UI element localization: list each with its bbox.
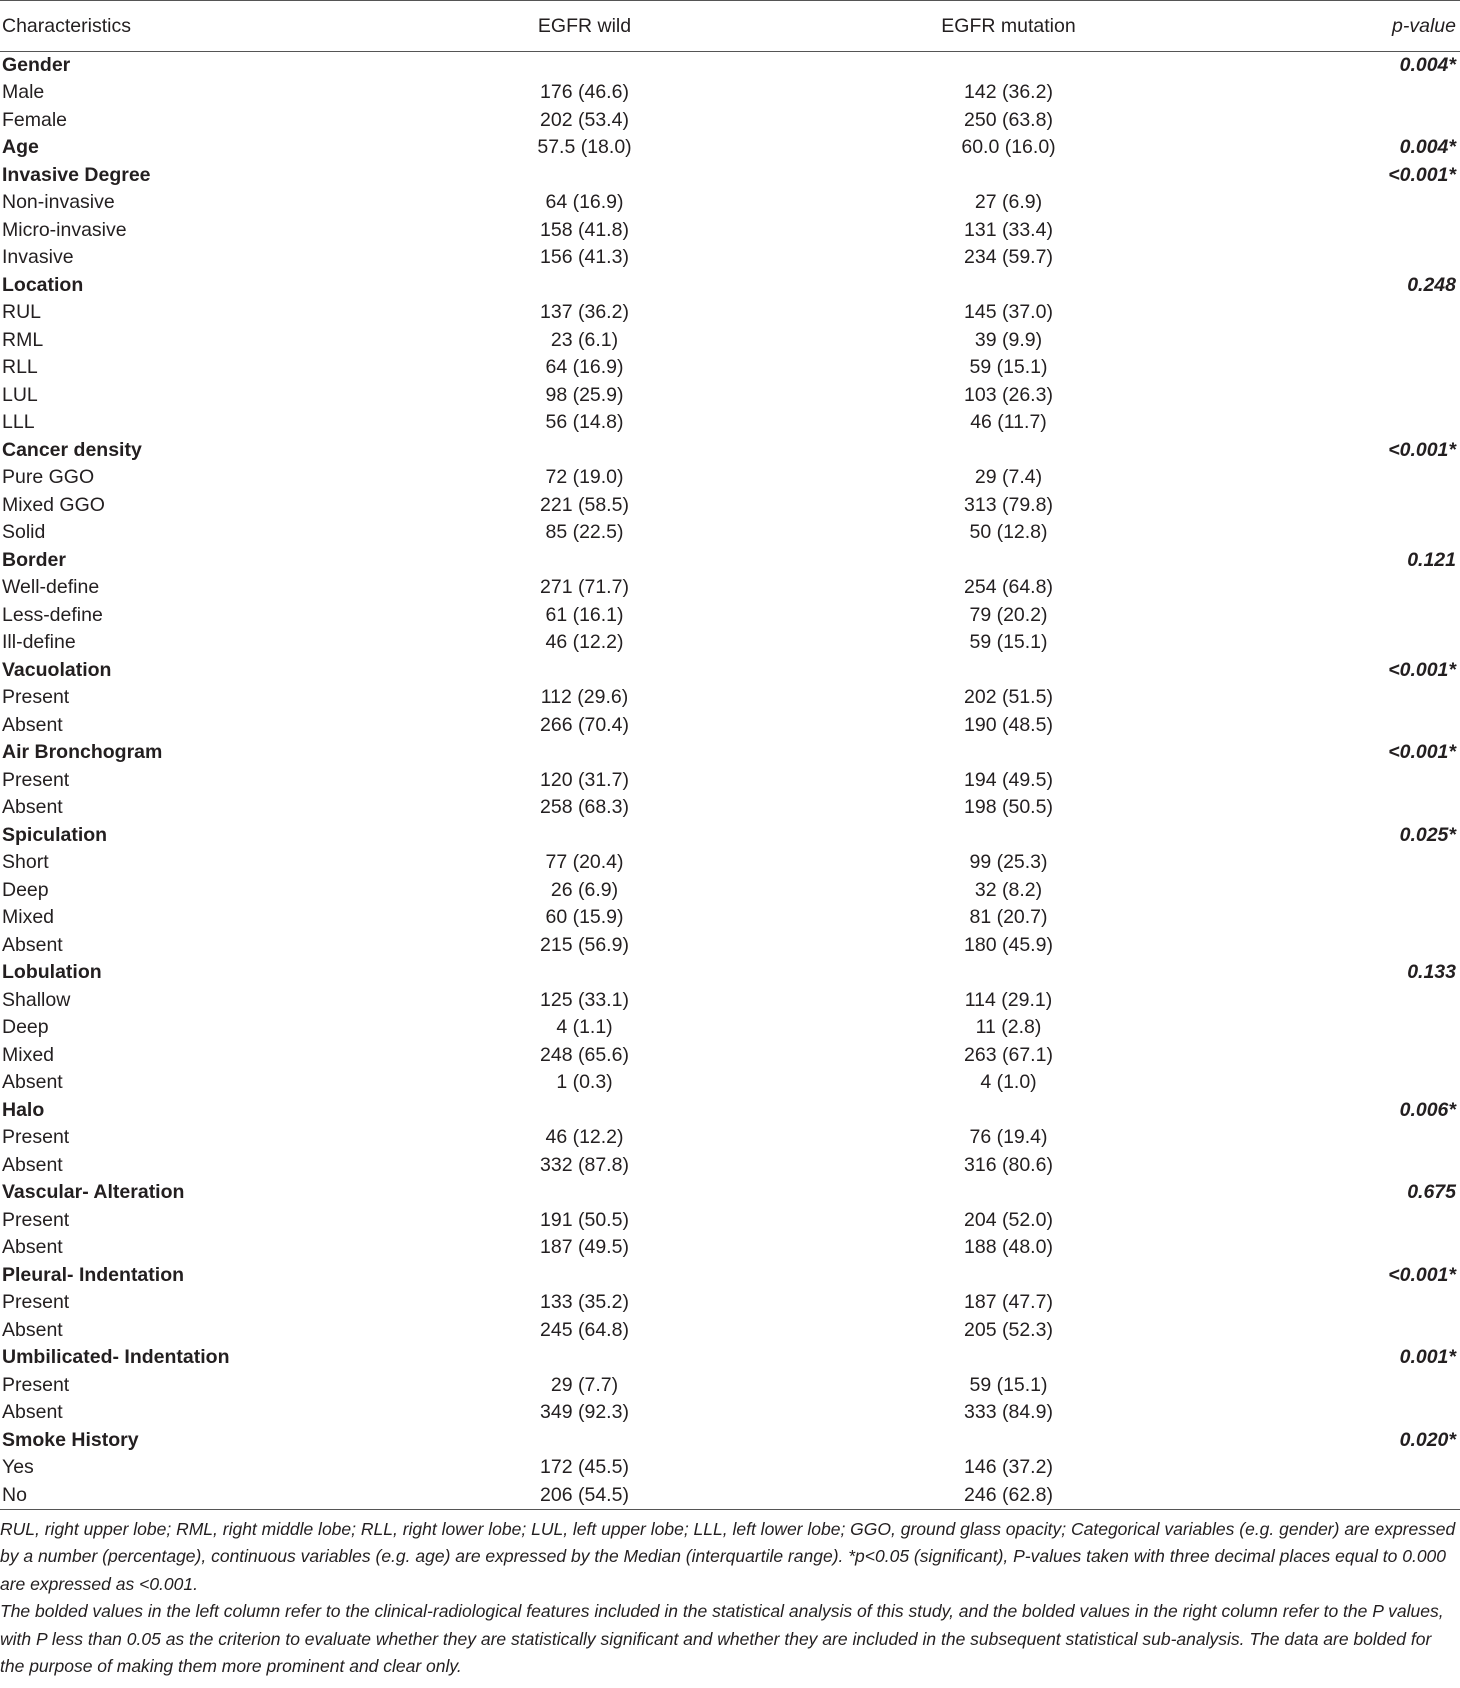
egfr-wild-cell	[372, 1262, 797, 1290]
p-value-cell	[1220, 1207, 1460, 1235]
p-value-cell: 0.004*	[1399, 136, 1456, 159]
p-value-cell	[1220, 602, 1460, 630]
p-value-cell: 0.001*	[1399, 1346, 1456, 1369]
row-label: Absent	[2, 1071, 63, 1094]
egfr-mutation-cell	[797, 547, 1220, 575]
egfr-wild-cell	[372, 162, 797, 190]
table-row	[0, 354, 1460, 382]
table-row	[0, 409, 1460, 437]
p-value-cell	[1220, 932, 1460, 960]
table-row	[0, 382, 1460, 410]
egfr-mutation-cell: 146 (37.2)	[964, 1456, 1053, 1479]
p-value-cell	[1220, 1399, 1460, 1427]
egfr-mutation-cell	[797, 822, 1220, 850]
egfr-mutation-cell: 11 (2.8)	[975, 1016, 1042, 1039]
egfr-mutation-cell: 190 (48.5)	[964, 713, 1053, 736]
p-value-cell	[1220, 1152, 1460, 1180]
row-label: Spiculation	[2, 823, 108, 846]
table-row	[0, 987, 1460, 1015]
table-row	[0, 1234, 1460, 1262]
row-label: Present	[2, 1373, 70, 1396]
egfr-mutation-cell: 103 (26.3)	[964, 383, 1053, 406]
p-value-cell	[1220, 519, 1460, 547]
table-row	[0, 492, 1460, 520]
egfr-mutation-cell: 194 (49.5)	[964, 768, 1053, 791]
table-row	[0, 629, 1460, 657]
row-label: Pure GGO	[2, 466, 95, 489]
p-value-cell	[1220, 382, 1460, 410]
egfr-mutation-cell	[797, 739, 1220, 767]
egfr-wild-cell: 57.5 (18.0)	[537, 136, 632, 159]
p-value-cell	[1220, 1069, 1460, 1097]
p-value-cell	[1220, 849, 1460, 877]
p-value-cell	[1220, 244, 1460, 272]
egfr-mutation-cell: 180 (45.9)	[964, 933, 1053, 956]
row-label: Lobulation	[2, 961, 102, 984]
egfr-wild-cell: 187 (49.5)	[540, 1236, 629, 1259]
category-row	[0, 739, 1460, 767]
egfr-wild-cell	[372, 272, 797, 300]
p-value-cell	[1220, 409, 1460, 437]
header-p-value: p-value	[1392, 15, 1456, 37]
p-value-cell: 0.006*	[1399, 1098, 1456, 1121]
row-label: Absent	[2, 713, 63, 736]
row-label: No	[2, 1483, 27, 1506]
p-value-cell	[1220, 1014, 1460, 1042]
row-label: Present	[2, 686, 70, 709]
row-label: Micro-invasive	[2, 218, 127, 241]
category-row	[0, 134, 1460, 162]
table-row	[0, 1042, 1460, 1070]
p-value-cell	[1220, 299, 1460, 327]
egfr-wild-cell: 332 (87.8)	[540, 1153, 629, 1176]
table-body	[0, 52, 1460, 1510]
egfr-wild-cell: 98 (25.9)	[545, 383, 624, 406]
egfr-mutation-cell: 46 (11.7)	[970, 411, 1047, 434]
row-label: Present	[2, 1208, 70, 1231]
egfr-wild-cell: 1 (0.3)	[556, 1071, 613, 1094]
egfr-mutation-cell	[797, 1097, 1220, 1125]
row-label: Absent	[2, 1236, 63, 1259]
row-label: Mixed GGO	[2, 493, 105, 516]
table-row	[0, 327, 1460, 355]
row-label: Age	[2, 136, 39, 159]
row-label: Absent	[2, 1318, 63, 1341]
category-row	[0, 437, 1460, 465]
table-row	[0, 1069, 1460, 1097]
p-value-cell	[1220, 1042, 1460, 1070]
p-value-cell: <0.001*	[1388, 1263, 1456, 1286]
egfr-mutation-cell: 114 (29.1)	[964, 988, 1053, 1011]
table-row	[0, 1454, 1460, 1482]
p-value-cell	[1220, 327, 1460, 355]
row-label: Short	[2, 851, 49, 874]
egfr-mutation-cell	[797, 1427, 1220, 1455]
category-row	[0, 1427, 1460, 1455]
egfr-mutation-cell: 131 (33.4)	[964, 218, 1053, 241]
egfr-wild-cell: 4 (1.1)	[556, 1016, 613, 1039]
egfr-mutation-cell	[797, 959, 1220, 987]
table-row	[0, 1289, 1460, 1317]
table-row	[0, 904, 1460, 932]
egfr-wild-cell: 176 (46.6)	[540, 81, 629, 104]
row-label: Absent	[2, 1401, 63, 1424]
row-label: Halo	[2, 1098, 45, 1121]
egfr-mutation-cell: 32 (8.2)	[974, 878, 1043, 901]
egfr-mutation-cell: 205 (52.3)	[964, 1318, 1053, 1341]
egfr-wild-cell: 202 (53.4)	[540, 108, 629, 131]
egfr-wild-cell	[372, 1179, 797, 1207]
egfr-wild-cell: 29 (7.7)	[550, 1373, 619, 1396]
p-value-cell: <0.001*	[1388, 163, 1456, 186]
egfr-wild-cell: 61 (16.1)	[545, 603, 624, 626]
row-label: Solid	[2, 521, 46, 544]
p-value-cell: 0.133	[1407, 961, 1456, 984]
p-value-cell: 0.004*	[1399, 54, 1456, 76]
egfr-wild-cell: 46 (12.2)	[545, 1126, 624, 1149]
row-label: Invasive Degree	[2, 163, 151, 186]
row-label: Shallow	[2, 988, 71, 1011]
egfr-mutation-cell: 254 (64.8)	[964, 576, 1053, 599]
egfr-mutation-cell: 263 (67.1)	[964, 1043, 1053, 1066]
row-label: Female	[2, 108, 68, 131]
p-value-cell	[1220, 1372, 1460, 1400]
table-row	[0, 1207, 1460, 1235]
p-value-cell: 0.248	[1407, 273, 1456, 296]
egfr-wild-cell: 206 (54.5)	[540, 1483, 629, 1506]
egfr-wild-cell: 133 (35.2)	[540, 1291, 629, 1314]
row-label: Yes	[2, 1456, 34, 1479]
table-row	[0, 574, 1460, 602]
p-value-cell	[1220, 712, 1460, 740]
egfr-wild-cell: 191 (50.5)	[540, 1208, 629, 1231]
row-label: Absent	[2, 933, 63, 956]
table-row	[0, 877, 1460, 905]
egfr-mutation-cell	[797, 52, 1220, 80]
category-row	[0, 52, 1460, 80]
egfr-wild-cell: 221 (58.5)	[540, 493, 629, 516]
table-row	[0, 1124, 1460, 1152]
egfr-wild-cell: 172 (45.5)	[540, 1456, 629, 1479]
p-value-cell	[1220, 987, 1460, 1015]
table-row	[0, 849, 1460, 877]
category-row	[0, 547, 1460, 575]
table-footnotes	[0, 1510, 1460, 1681]
egfr-wild-cell: 46 (12.2)	[545, 631, 624, 654]
egfr-mutation-cell: 39 (9.9)	[974, 328, 1043, 351]
p-value-cell: 0.020*	[1399, 1428, 1456, 1451]
egfr-wild-cell: 266 (70.4)	[540, 713, 629, 736]
egfr-mutation-cell: 27 (6.9)	[974, 191, 1043, 214]
egfr-mutation-cell: 4 (1.0)	[980, 1071, 1037, 1094]
p-value-cell	[1220, 79, 1460, 107]
p-value-cell	[1220, 189, 1460, 217]
row-label: Absent	[2, 1153, 63, 1176]
row-label: Vacuolation	[2, 658, 112, 681]
row-label: LUL	[2, 383, 38, 406]
category-row	[0, 1344, 1460, 1372]
egfr-mutation-cell: 187 (47.7)	[964, 1291, 1053, 1314]
egfr-wild-cell	[372, 547, 797, 575]
egfr-mutation-cell: 234 (59.7)	[964, 246, 1053, 269]
table-row	[0, 1152, 1460, 1180]
row-label: Less-define	[2, 603, 103, 626]
row-label: Smoke History	[2, 1428, 139, 1451]
egfr-mutation-cell: 59 (15.1)	[969, 1373, 1048, 1396]
egfr-wild-cell: 56 (14.8)	[545, 411, 624, 434]
p-value-cell	[1220, 904, 1460, 932]
egfr-wild-cell: 245 (64.8)	[540, 1318, 629, 1341]
egfr-mutation-cell: 246 (62.8)	[964, 1483, 1053, 1506]
egfr-mutation-cell: 60.0 (16.0)	[961, 136, 1056, 159]
row-label: Present	[2, 1126, 70, 1149]
row-label: Border	[2, 548, 66, 571]
egfr-mutation-cell: 188 (48.0)	[964, 1236, 1053, 1259]
row-label: Air Bronchogram	[2, 741, 163, 764]
table-row	[0, 794, 1460, 822]
egfr-wild-cell	[372, 1344, 797, 1372]
row-label: Mixed	[2, 1043, 55, 1066]
p-value-cell	[1220, 1124, 1460, 1152]
row-label: Ill-define	[2, 631, 76, 654]
egfr-mutation-cell: 316 (80.6)	[964, 1153, 1053, 1176]
egfr-wild-cell	[372, 1097, 797, 1125]
egfr-mutation-cell: 204 (52.0)	[964, 1208, 1053, 1231]
egfr-wild-cell: 349 (92.3)	[540, 1401, 629, 1424]
p-value-cell	[1220, 794, 1460, 822]
egfr-mutation-cell	[797, 437, 1220, 465]
row-label: Location	[2, 273, 84, 296]
row-label: Male	[2, 81, 45, 104]
egfr-mutation-cell	[797, 272, 1220, 300]
egfr-mutation-cell: 333 (84.9)	[964, 1401, 1053, 1424]
egfr-wild-cell: 85 (22.5)	[545, 521, 624, 544]
egfr-wild-cell: 158 (41.8)	[540, 218, 629, 241]
row-label: Pleural- Indentation	[2, 1263, 185, 1286]
table-row	[0, 684, 1460, 712]
egfr-wild-cell: 23 (6.1)	[550, 328, 619, 351]
table-row	[0, 217, 1460, 245]
p-value-cell: 0.121	[1407, 548, 1456, 571]
row-label: LLL	[2, 411, 35, 434]
egfr-mutation-cell: 313 (79.8)	[964, 493, 1053, 516]
table-row	[0, 1482, 1460, 1510]
table-row	[0, 932, 1460, 960]
row-label: RML	[2, 328, 44, 351]
category-row	[0, 1262, 1460, 1290]
p-value-cell	[1220, 1234, 1460, 1262]
egfr-wild-cell	[372, 437, 797, 465]
p-value-cell: <0.001*	[1388, 741, 1456, 764]
table-row	[0, 107, 1460, 135]
table-row	[0, 244, 1460, 272]
table-row	[0, 1317, 1460, 1345]
table-row	[0, 602, 1460, 630]
table-row	[0, 1014, 1460, 1042]
egfr-mutation-cell: 59 (15.1)	[969, 356, 1048, 379]
egfr-mutation-cell: 50 (12.8)	[969, 521, 1048, 544]
egfr-mutation-cell: 198 (50.5)	[964, 796, 1053, 819]
egfr-mutation-cell: 99 (25.3)	[969, 851, 1048, 874]
category-row	[0, 959, 1460, 987]
row-label: Present	[2, 1291, 70, 1314]
egfr-mutation-cell	[797, 1262, 1220, 1290]
row-label: Mixed	[2, 906, 55, 929]
row-label: Umbilicated- Indentation	[2, 1346, 230, 1369]
egfr-mutation-cell: 142 (36.2)	[964, 81, 1053, 104]
egfr-wild-cell: 26 (6.9)	[550, 878, 619, 901]
egfr-mutation-cell: 81 (20.7)	[969, 906, 1048, 929]
egfr-wild-cell: 137 (36.2)	[540, 301, 629, 324]
p-value-cell	[1220, 1482, 1460, 1510]
egfr-mutation-cell	[797, 1179, 1220, 1207]
category-row	[0, 657, 1460, 685]
egfr-wild-cell	[372, 52, 797, 80]
egfr-wild-cell: 72 (19.0)	[545, 466, 624, 489]
table-row	[0, 299, 1460, 327]
egfr-wild-cell: 120 (31.7)	[540, 768, 629, 791]
egfr-mutation-cell: 29 (7.4)	[974, 466, 1043, 489]
egfr-mutation-cell: 250 (63.8)	[964, 108, 1053, 131]
category-row	[0, 162, 1460, 190]
row-label: Deep	[2, 878, 49, 901]
p-value-cell	[1220, 574, 1460, 602]
egfr-mutation-cell: 59 (15.1)	[969, 631, 1048, 654]
header-egfr-mutation: EGFR mutation	[941, 15, 1076, 37]
footnote-abbreviations: RUL, right upper lobe; RML, right middle lobe; RLL, right lower lobe; LUL, left upper lobe; LLL, left lower lobe; GGO, ground glass opacity; Categorical variables (e.g. gender) are expressed by a number (percentage), continuous variables (e.g. age) are expressed by the Median (interquartile range). *p<0.05 (significant), P-values taken with three decimal places equal to 0.000 are expressed as <0.001.	[0, 1518, 1456, 1594]
category-row	[0, 1097, 1460, 1125]
egfr-wild-cell	[372, 822, 797, 850]
p-value-cell	[1220, 354, 1460, 382]
row-label: RUL	[2, 301, 42, 324]
table-row	[0, 1399, 1460, 1427]
egfr-mutation-cell: 145 (37.0)	[964, 301, 1053, 324]
p-value-cell	[1220, 767, 1460, 795]
egfr-mutation-cell: 76 (19.4)	[969, 1126, 1048, 1149]
p-value-cell	[1220, 1454, 1460, 1482]
p-value-cell	[1220, 684, 1460, 712]
egfr-wild-cell: 156 (41.3)	[540, 246, 629, 269]
table-row	[0, 767, 1460, 795]
egfr-wild-cell: 215 (56.9)	[540, 933, 629, 956]
egfr-wild-cell: 64 (16.9)	[545, 356, 624, 379]
p-value-cell: 0.675	[1407, 1181, 1456, 1204]
p-value-cell	[1220, 107, 1460, 135]
p-value-cell	[1220, 464, 1460, 492]
header-egfr-wild: EGFR wild	[537, 15, 632, 37]
egfr-wild-cell: 271 (71.7)	[540, 576, 629, 599]
p-value-cell	[1220, 492, 1460, 520]
p-value-cell	[1220, 877, 1460, 905]
table-row	[0, 712, 1460, 740]
egfr-wild-cell: 60 (15.9)	[545, 906, 624, 929]
table-row	[0, 189, 1460, 217]
egfr-wild-cell: 258 (68.3)	[540, 796, 629, 819]
table-row	[0, 79, 1460, 107]
table-row	[0, 1372, 1460, 1400]
egfr-mutation-cell	[797, 657, 1220, 685]
table-header-row	[0, 1, 1460, 52]
egfr-wild-cell: 77 (20.4)	[545, 851, 624, 874]
p-value-cell: <0.001*	[1388, 658, 1456, 681]
egfr-mutation-cell: 79 (20.2)	[969, 603, 1048, 626]
row-label: Non-invasive	[2, 191, 115, 214]
table-row	[0, 464, 1460, 492]
row-label: Absent	[2, 796, 63, 819]
egfr-wild-cell	[372, 959, 797, 987]
p-value-cell	[1220, 629, 1460, 657]
footnote-bold-explanation: The bolded values in the left column refer to the clinical-radiological features included in the statistical analysis of this study, and the bolded values in the right column refer to the P values, with P less than 0.05 as the criterion to evaluate whether they are statistically significant and whether they are included in the subsequent statistical sub-analysis. The data are bolded for the purpose of making them more prominent and clear only.	[0, 1601, 1444, 1676]
egfr-wild-cell	[372, 1427, 797, 1455]
row-label: RLL	[2, 356, 38, 379]
header-characteristics: Characteristics	[2, 15, 131, 37]
p-value-cell	[1220, 1289, 1460, 1317]
egfr-wild-cell: 248 (65.6)	[540, 1043, 629, 1066]
row-label: Present	[2, 768, 70, 791]
egfr-wild-cell: 112 (29.6)	[540, 686, 629, 709]
category-row	[0, 1179, 1460, 1207]
p-value-cell	[1220, 1317, 1460, 1345]
p-value-cell: 0.025*	[1399, 823, 1456, 846]
p-value-cell: <0.001*	[1388, 438, 1456, 461]
egfr-mutation-cell	[797, 162, 1220, 190]
row-label: Gender	[2, 54, 71, 76]
egfr-wild-cell	[372, 657, 797, 685]
egfr-wild-cell	[372, 739, 797, 767]
category-row	[0, 822, 1460, 850]
egfr-mutation-cell	[797, 1344, 1220, 1372]
row-label: Deep	[2, 1016, 49, 1039]
p-value-cell	[1220, 217, 1460, 245]
row-label: Invasive	[2, 246, 74, 269]
egfr-wild-cell: 125 (33.1)	[540, 988, 629, 1011]
table-row	[0, 519, 1460, 547]
row-label: Cancer density	[2, 438, 142, 461]
egfr-mutation-cell: 202 (51.5)	[964, 686, 1053, 709]
row-label: Well-define	[2, 576, 100, 599]
category-row	[0, 272, 1460, 300]
egfr-wild-cell: 64 (16.9)	[545, 191, 624, 214]
row-label: Vascular- Alteration	[2, 1181, 185, 1204]
